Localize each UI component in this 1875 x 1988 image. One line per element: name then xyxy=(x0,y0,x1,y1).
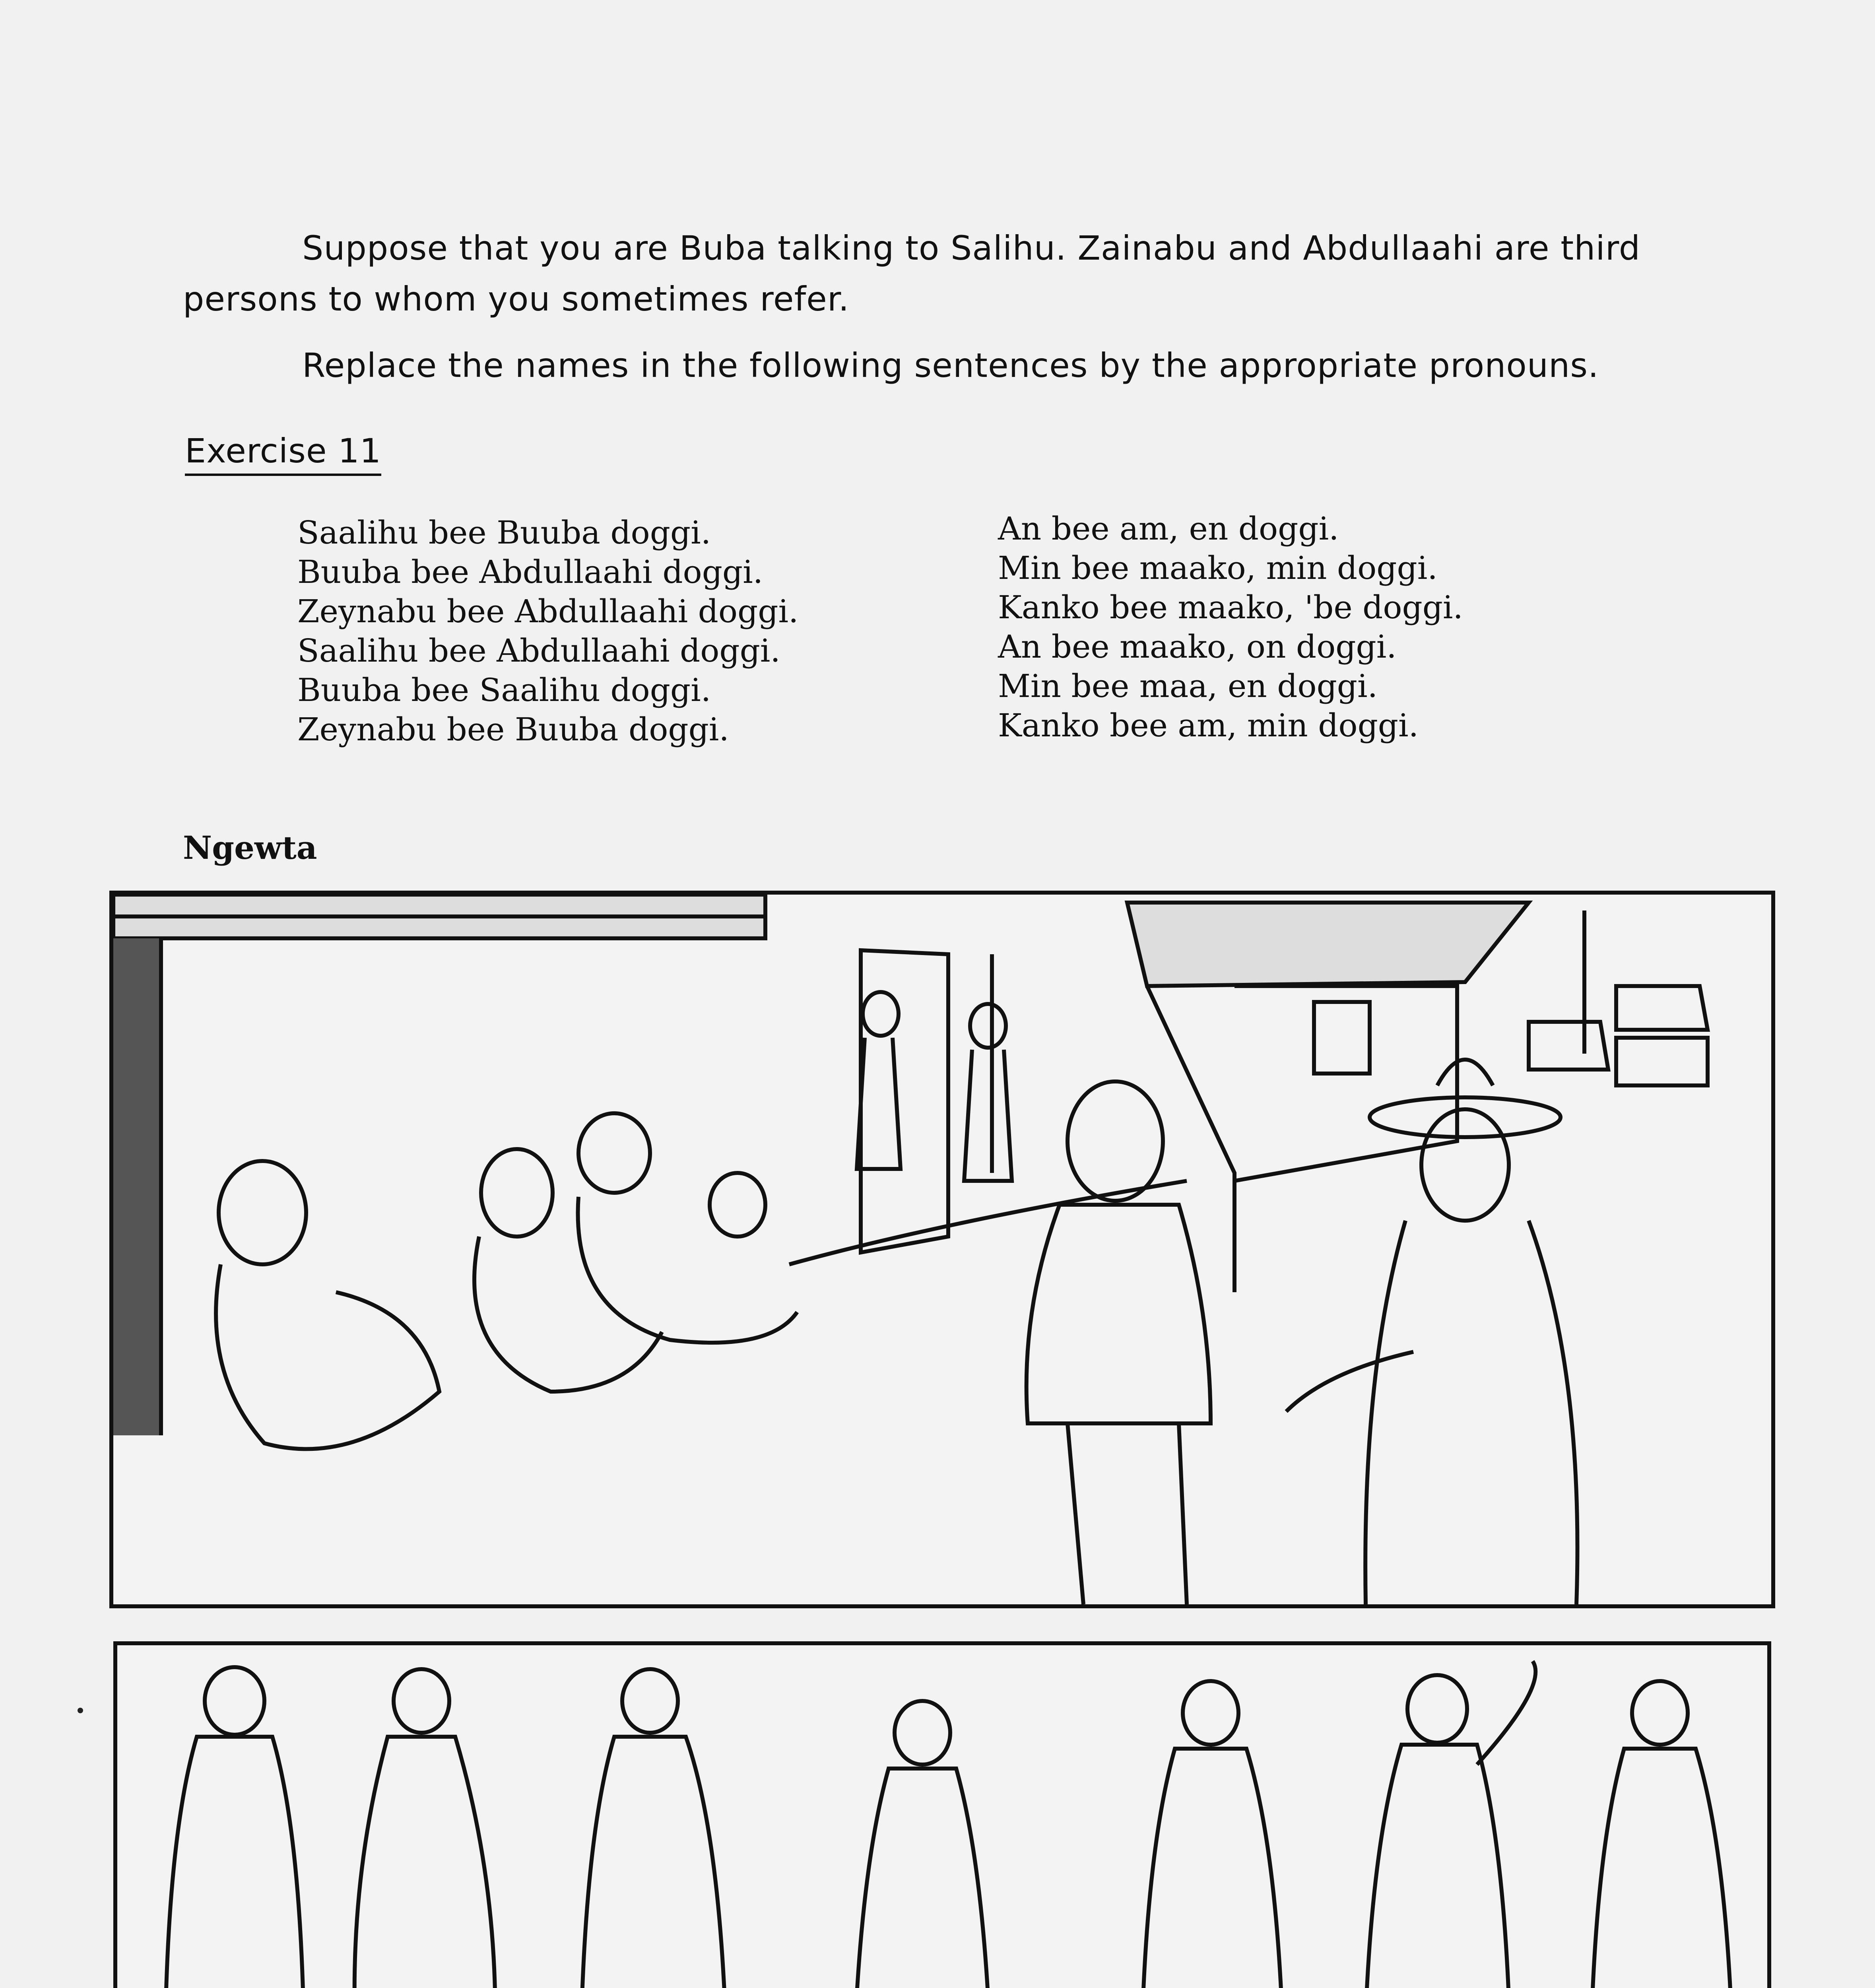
figure-4 xyxy=(852,1701,993,1988)
village-scene-drawing xyxy=(113,895,1771,1604)
figure-3 xyxy=(580,1669,728,1988)
intro-line-1: Suppose that you are Buba talking to Salihu. Zainabu and Abdullaahi are third xyxy=(302,229,1641,268)
exercise-answer: Min bee maako, min doggi. xyxy=(998,549,1438,586)
exercise-heading: Exercise 11 xyxy=(185,431,381,476)
exercise-answer: Kanko bee am, min doggi. xyxy=(998,707,1419,744)
figure-2 xyxy=(355,1669,495,1988)
figure-1 xyxy=(165,1667,304,1988)
exercise-sentence: Buuba bee Abdullaahi doggi. xyxy=(297,553,763,590)
exercise-answer: Min bee maa, en doggi. xyxy=(998,668,1378,705)
standing-men-drawing xyxy=(117,1645,1767,1988)
section-title: Ngewta xyxy=(183,829,317,866)
exercise-answer: Kanko bee maako, 'be doggi. xyxy=(998,589,1463,626)
exercise-answer: An bee maako, on doggi. xyxy=(998,628,1397,665)
exercise-right-column xyxy=(998,509,1463,745)
stray-mark xyxy=(78,1708,83,1713)
standing-men-gestures-illustration xyxy=(113,1641,1771,1988)
exercise-sentence: Saalihu bee Buuba doggi. xyxy=(297,514,711,551)
exercise-sentence: Buuba bee Saalihu doggi. xyxy=(297,672,711,709)
intro-line-2: persons to whom you sometimes refer. xyxy=(183,280,850,318)
exercise-sentence: Zeynabu bee Buuba doggi. xyxy=(297,711,729,748)
figure-6 xyxy=(1363,1661,1535,1988)
intro-paragraph xyxy=(183,223,1654,324)
exercise-sentence: Zeynabu bee Abdullaahi doggi. xyxy=(297,593,799,630)
figure-5 xyxy=(1141,1681,1285,1988)
village-scene-illustration xyxy=(109,891,1775,1608)
exercise-answer: An bee am, en doggi. xyxy=(998,510,1339,547)
exercise-sentence: Saalihu bee Abdullaahi doggi. xyxy=(297,632,780,669)
figure-7 xyxy=(1590,1681,1734,1988)
instruction-text: Replace the names in the following sentences by the appropriate pronouns. xyxy=(302,346,1599,385)
exercise-left-column xyxy=(297,513,798,749)
